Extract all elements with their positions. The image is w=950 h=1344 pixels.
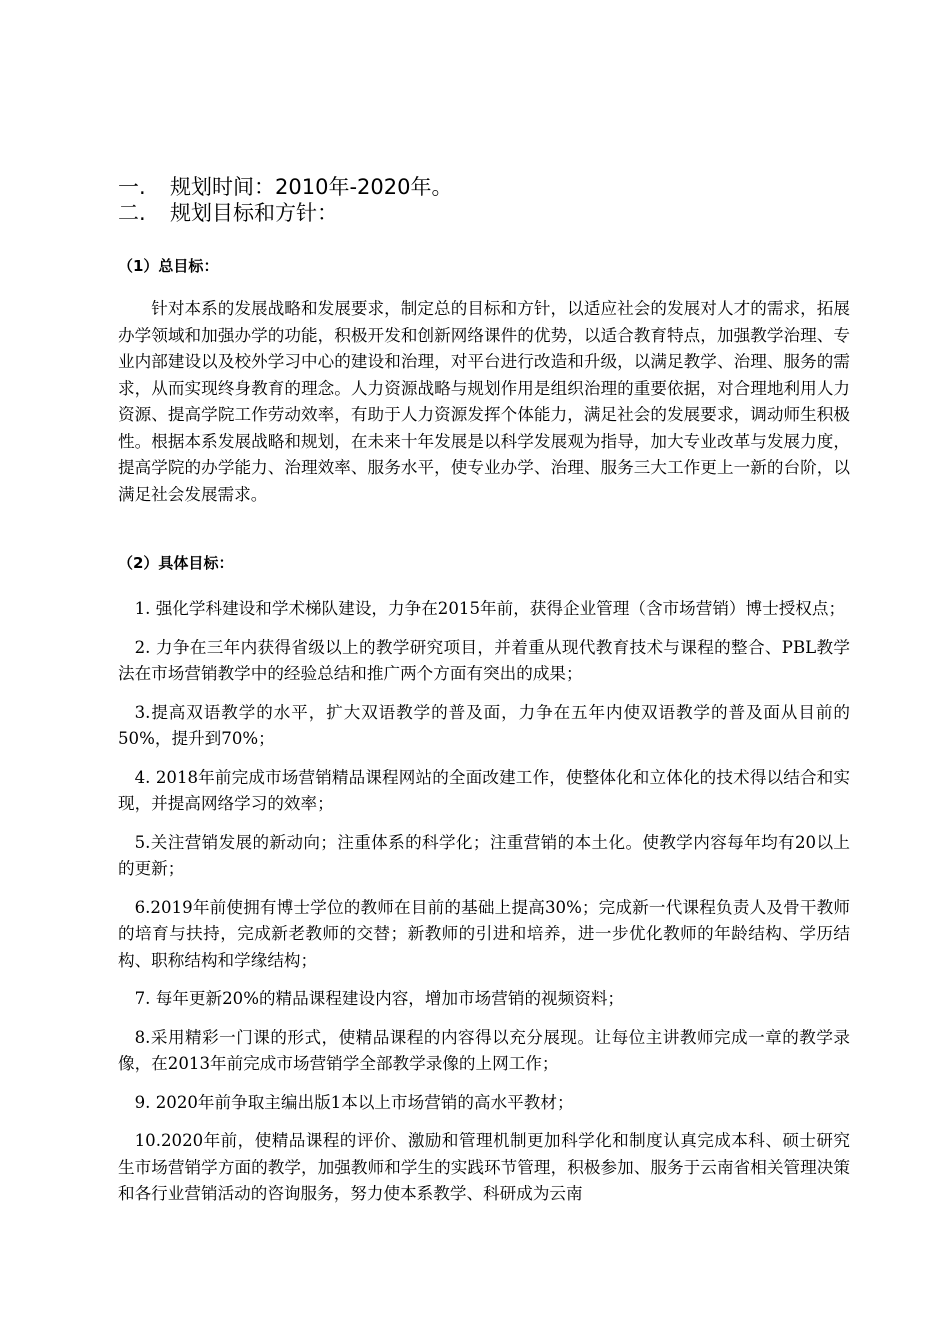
list-item: 3.提高双语教学的水平，扩大双语教学的普及面，力争在五年内使双语教学的普及面从目前的50%，提升到70%； xyxy=(118,702,850,748)
list-item: 5.关注营销发展的新动向；注重体系的科学化；注重营销的本土化。使教学内容每年均有20以上的更新； xyxy=(118,832,850,878)
section-title-specific-goals: （2）具体目标： xyxy=(118,554,234,572)
list-item: 6.2019年前使拥有博士学位的教师在目前的基础上提高30%；完成新一代课程负责人及骨干教师的培育与扶持，完成新老教师的交替；新教师的引进和培养，进一步优化教师的年龄结构、学历结构、职称结构和学缘结构； xyxy=(118,897,850,970)
list-item: 2. 力争在三年内获得省级以上的教学研究项目，并着重从现代教育技术与课程的整合、PBL教学法在市场营销教学中的经验总结和推广两个方面有突出的成果； xyxy=(118,637,850,683)
list-item: 8.采用精彩一门课的形式，使精品课程的内容得以充分展现。让每位主讲教师完成一章的教学录像，在2013年前完成市场营销学全部教学录像的上网工作； xyxy=(118,1027,850,1073)
heading-planning-goals xyxy=(118,200,338,226)
specific-goals-list xyxy=(118,596,850,1220)
list-item: 7. 每年更新20%的精品课程建设内容，增加市场营销的视频资料； xyxy=(134,989,625,1008)
section-title-overall-goal: （1）总目标： xyxy=(118,257,219,275)
heading-text: 规划目标和方针： xyxy=(170,201,338,225)
list-item: 9. 2020年前争取主编出版1本以上市场营销的高水平教材； xyxy=(134,1092,574,1112)
heading-number: 一. xyxy=(118,175,146,199)
heading-text: 规划时间：2010年-2020年。 xyxy=(170,175,453,199)
list-item: 1. 强化学科建设和学术梯队建设，力争在2015年前，获得企业管理（含市场营销）博士授权点； xyxy=(134,599,846,618)
list-item: 10.2020年前，使精品课程的评价、激励和管理机制更加科学化和制度认真完成本科、硕士研究生市场营销学方面的教学，加强教师和学生的实践环节管理，积极参加、服务于云南省相关管理决策和各行业营销活动的咨询服务，努力使本系教学、科研成为云南 xyxy=(118,1131,850,1203)
heading-number: 二. xyxy=(118,201,146,225)
overall-goal-paragraph: 针对本系的发展战略和发展要求，制定总的目标和方针，以适应社会的发展对人才的需求，拓展办学领域和加强办学的功能，积极开发和创新网络课件的优势，以适合教育特点，加强教学治理、专业内部建设以及校外学习中心的建设和治理，对平台进行改造和升级，以满足教学、治理、服务的需求，从而实现终身教育的理念。人力资源战略与规划作用是组织治理的重要依据，对合理地利用人力资源、提高学院工作劳动效率，有助于人力资源发挥个体能力，满足社会的发展要求，调动师生积极性。根据本系发展战略和规划，在未来十年发展是以科学发展观为指导，加大专业改革与发展力度，提高学院的办学能力、治理效率、服务水平，使专业办学、治理、服务三大工作更上一新的台阶，以满足社会发展需求。 xyxy=(118,299,850,504)
heading-planning-period xyxy=(118,174,452,200)
list-item: 4. 2018年前完成市场营销精品课程网站的全面改建工作，使整体化和立体化的技术得以结合和实现，并提高网络学习的效率； xyxy=(118,767,850,813)
